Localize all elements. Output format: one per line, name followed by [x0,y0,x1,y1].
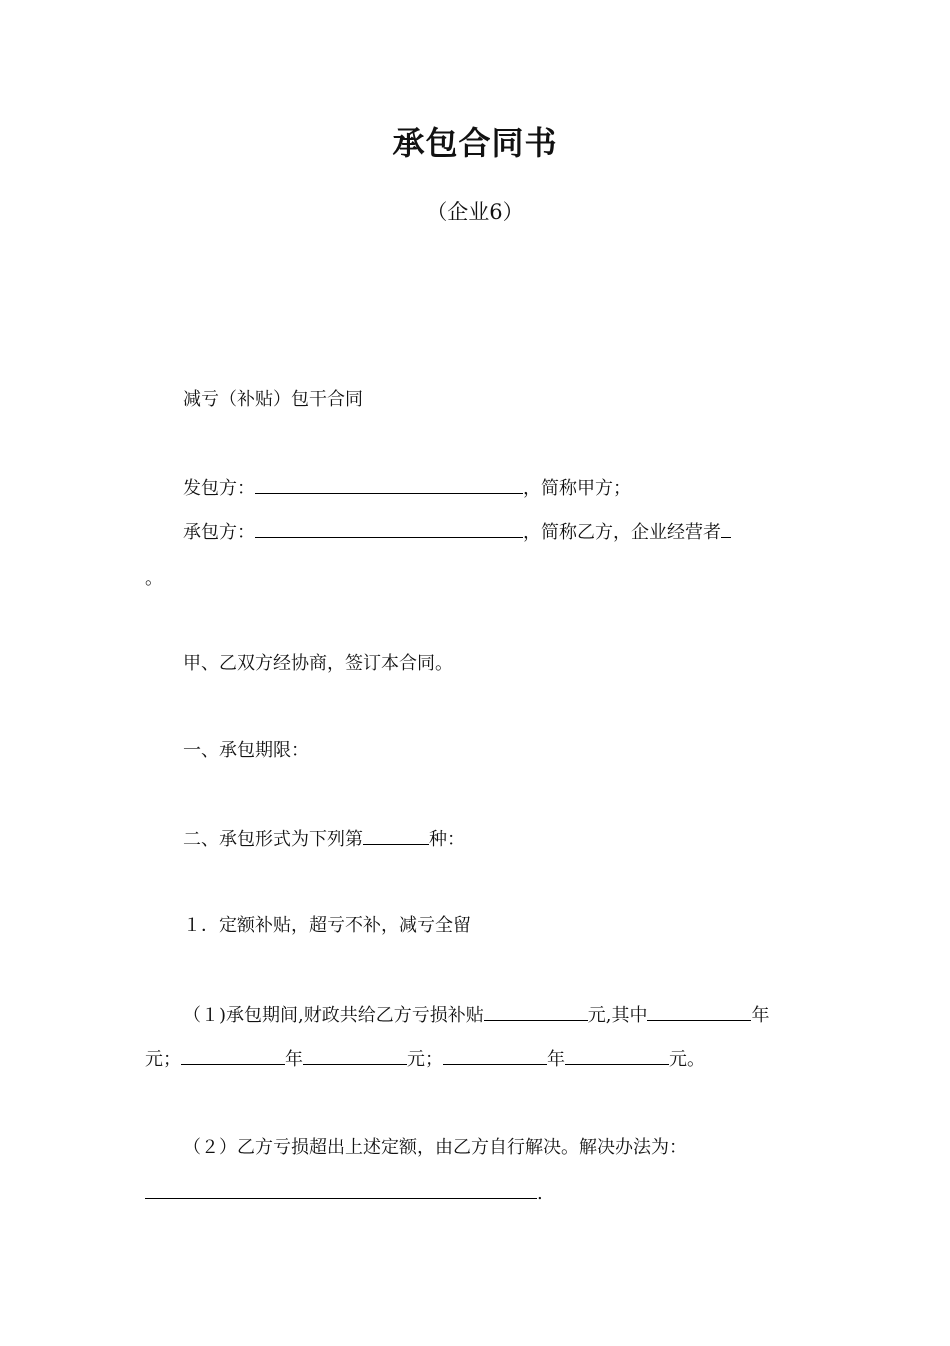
contract-type [183,387,363,413]
document-title: 承包合同书 [392,124,558,162]
agreement-line [183,651,453,677]
clause-1-line-2 [145,1046,705,1073]
clause-2-solution-line [145,1180,543,1207]
contract-form-blank[interactable] [363,826,429,845]
year-3-blank[interactable] [443,1046,547,1065]
section-2-post: 种： [429,829,465,850]
section-1 [183,738,309,764]
party-a-blank[interactable] [255,475,523,494]
clause-1-a: （１)承包期间,财政共给乙方亏损补贴 [183,1005,484,1026]
solution-blank[interactable] [145,1180,537,1199]
party-b-line [183,519,731,546]
clause-1-c: 年 [751,1005,770,1026]
clause-1-line-1 [183,1002,769,1029]
party-b-suffix: ，简称乙方，企业经营者 [523,522,721,543]
operator-blank[interactable] [721,519,731,538]
contract-type-text: 减亏（补贴）包干合同 [183,389,363,410]
clause-1-e: 年 [285,1049,303,1070]
item-1 [183,913,471,939]
section-2 [183,826,465,853]
party-a-label: 发包方： [183,478,255,499]
amount-3-blank[interactable] [565,1046,669,1065]
clause-2-end: . [537,1183,543,1204]
clause-2 [183,1135,687,1161]
party-b-label: 承包方： [183,522,255,543]
party-b-blank[interactable] [255,519,523,538]
clause-1-f: 元； [407,1049,443,1070]
year-2-blank[interactable] [181,1046,285,1065]
clause-1-b: 元,其中 [587,1005,648,1026]
document-subtitle: （企业6） [426,200,524,224]
party-b-end: 。 [145,568,163,589]
clause-1-d: 元； [145,1049,181,1070]
party-a-suffix: ，简称甲方； [523,478,631,499]
year-1-blank[interactable] [647,1002,751,1021]
party-a-line [183,475,631,502]
clause-1-h: 元。 [669,1049,705,1070]
item-1-text: １．定额补贴，超亏不补，减亏全留 [183,915,471,936]
clause-2-text: （２）乙方亏损超出上述定额，由乙方自行解决。解决办法为： [183,1137,687,1158]
clause-1-g: 年 [547,1049,565,1070]
subsidy-total-blank[interactable] [484,1002,588,1021]
party-b-end-line [145,566,163,592]
section-1-heading: 一、承包期限： [183,740,309,761]
section-2-pre: 二、承包形式为下列第 [183,829,363,850]
amount-2-blank[interactable] [303,1046,407,1065]
agreement-text: 甲、乙双方经协商，签订本合同。 [183,653,453,674]
